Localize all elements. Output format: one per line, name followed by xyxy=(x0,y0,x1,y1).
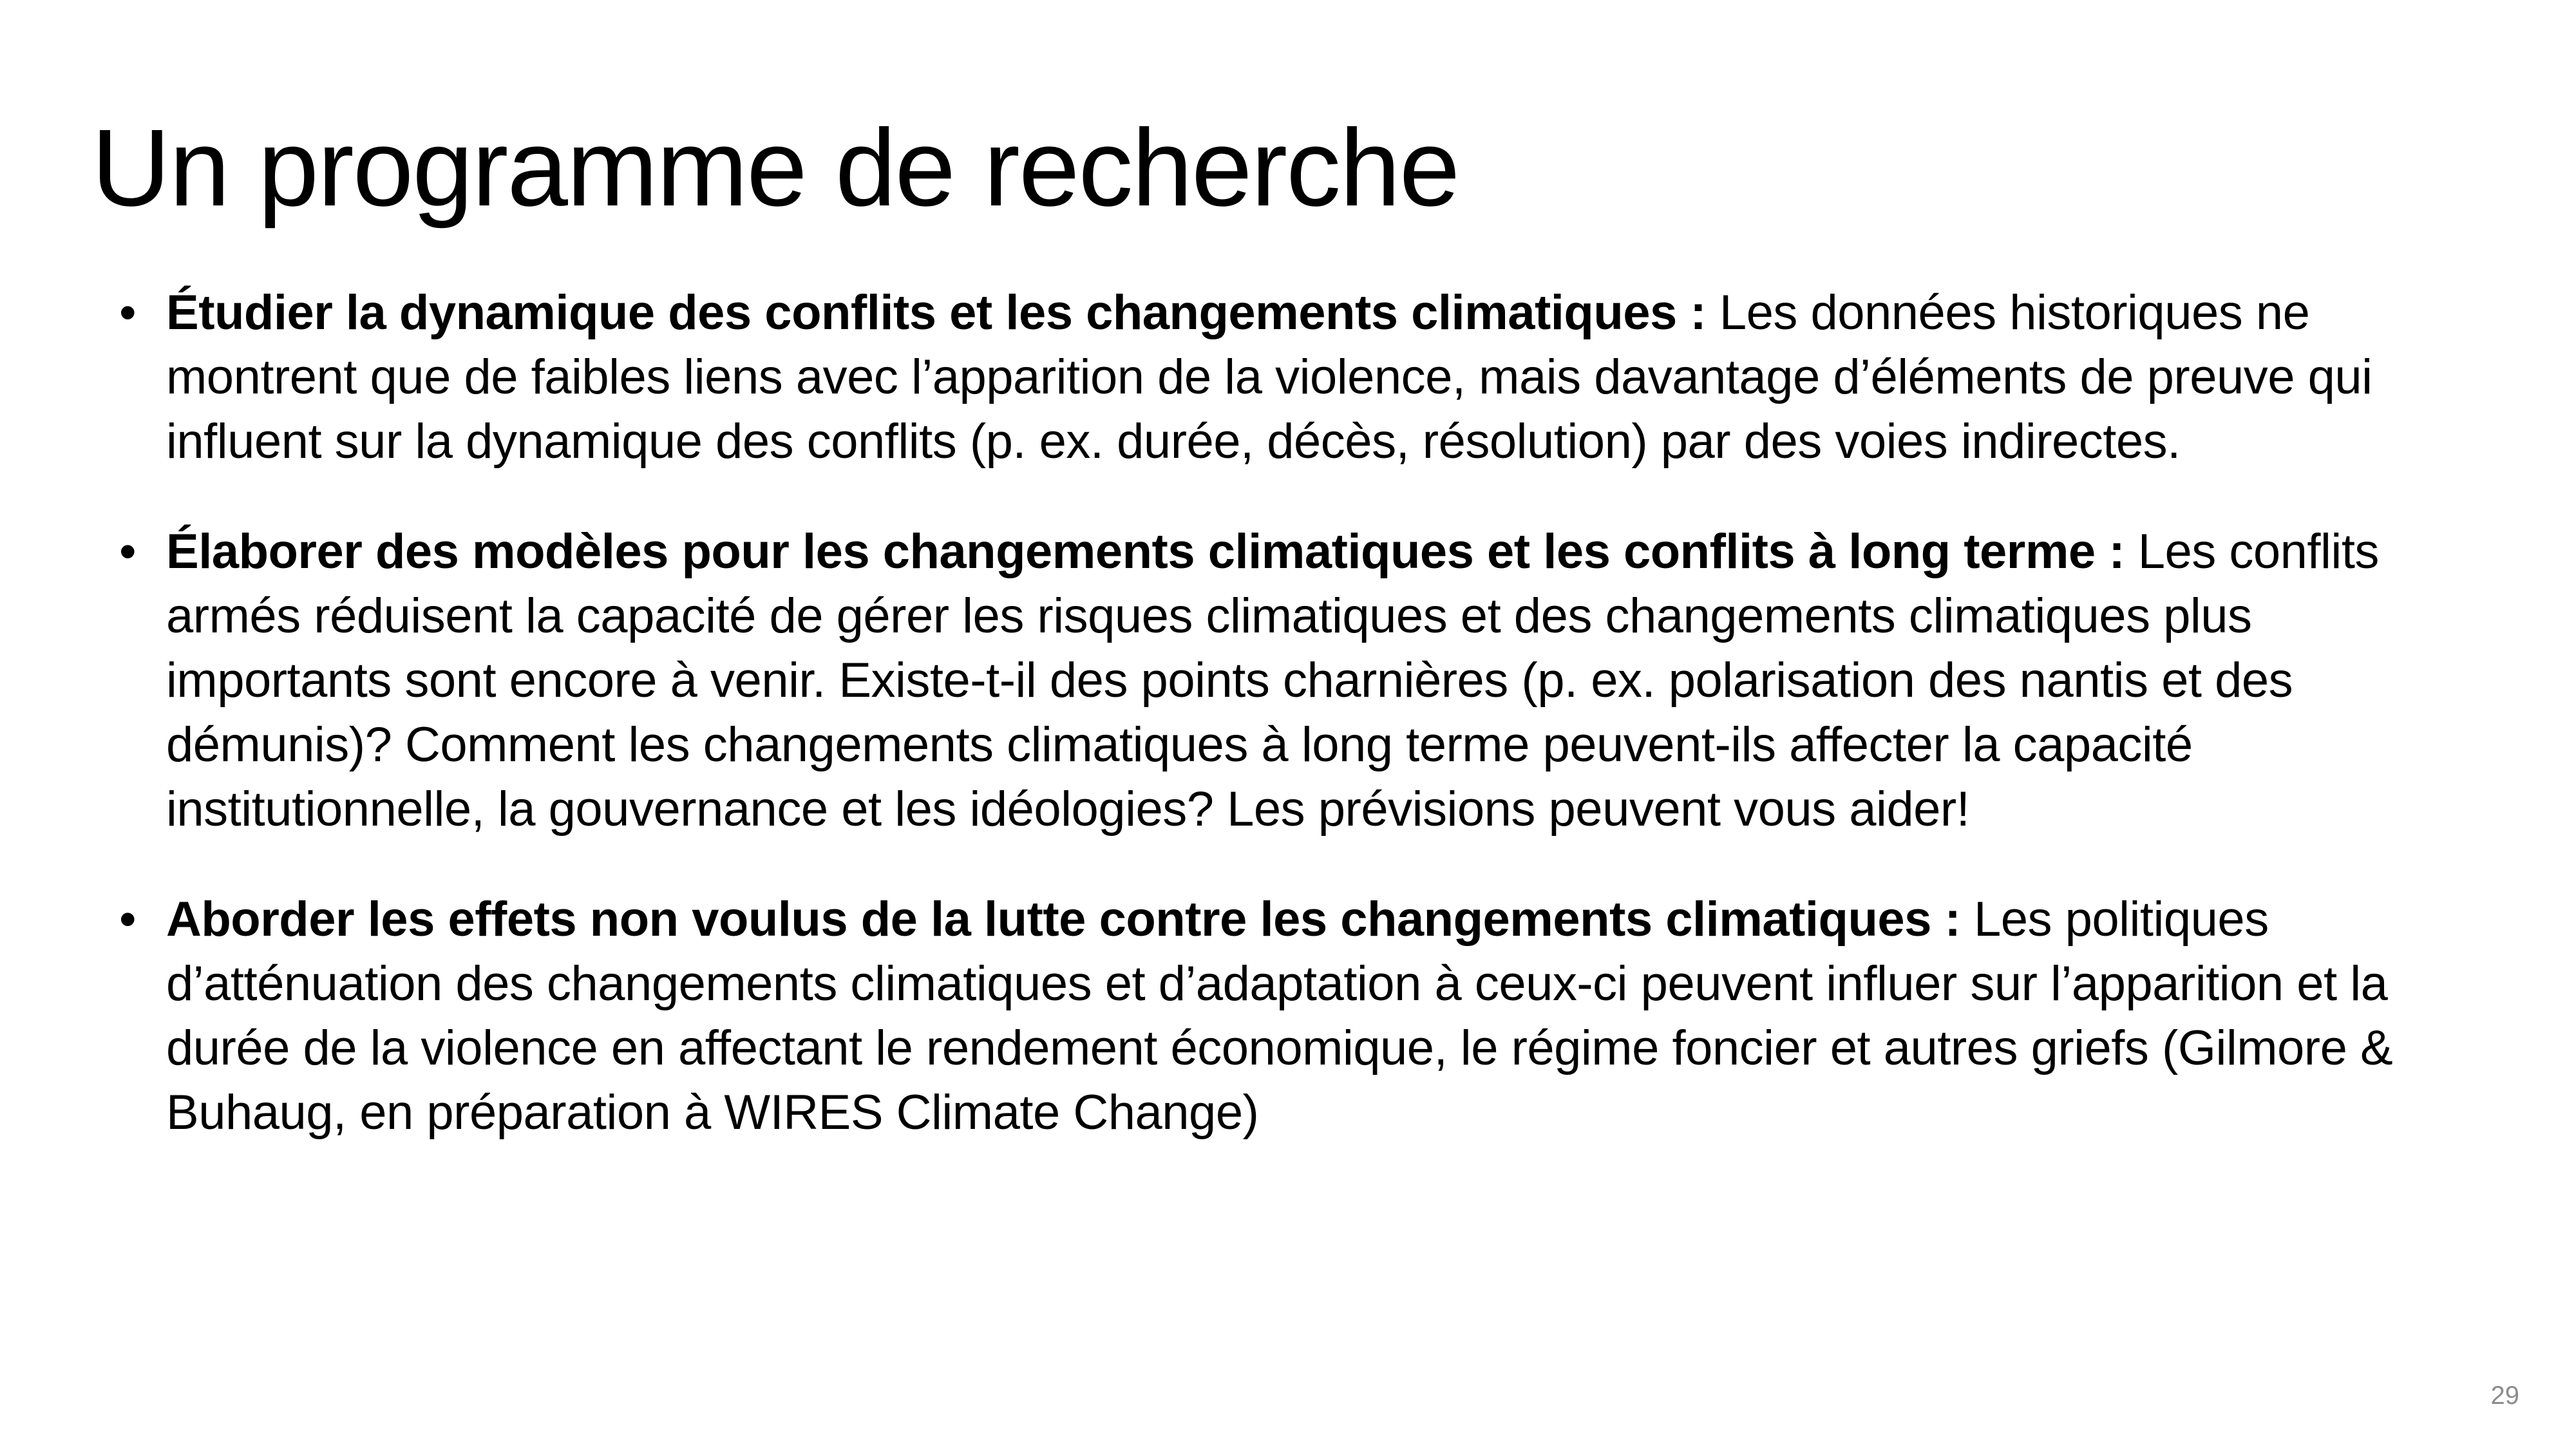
page-number: 29 xyxy=(2490,1381,2519,1410)
bullet-list xyxy=(115,281,2472,1145)
bullet-item-long-term-models xyxy=(115,520,2472,842)
bullet-heading: Élaborer des modèles pour les changements climatiques et les conflits à long terme : xyxy=(166,524,2138,579)
bullet-item-unintended-effects xyxy=(115,887,2472,1145)
bullet-icon: • xyxy=(118,892,137,947)
bullet-heading: Aborder les effets non voulus de la lutte contre les changements climatiques : xyxy=(166,892,1974,947)
bullet-heading: Étudier la dynamique des conflits et les changements climatiques : xyxy=(166,285,1719,340)
slide-title: Un programme de recherche xyxy=(91,107,1459,229)
bullet-text: Les données historiques ne montrent que de faibles liens avec l’apparition de la violence, mais davantage d’éléments de preuve qui influent sur la dynamique des conflits (p. ex. durée, décès, résolution) par des voies indirectes. xyxy=(166,285,2372,469)
bullet-text: Les conflits armés réduisent la capacité de gérer les risques climatiques et des changements climatiques plus importants sont encore à venir. Existe-t-il des points charnières (p. ex. polarisation des nantis et des démunis)? Comment les changements climatiques à long terme peuvent-ils affecter la capacité institutionnelle, la gouvernance et les idéologies? Les prévisions peuvent vous aider! xyxy=(166,524,2379,837)
bullet-icon: • xyxy=(118,524,137,579)
bullet-icon: • xyxy=(118,285,137,340)
bullet-item-conflict-dynamics xyxy=(115,281,2472,474)
bullet-text: Les politiques d’atténuation des changements climatiques et d’adaptation à ceux-ci peuvent influer sur l’apparition et la durée de la violence en affectant le rendement économique, le régime foncier et autres griefs (Gilmore & Buhaug, en préparation à WIRES Climate Change) xyxy=(166,892,2393,1140)
